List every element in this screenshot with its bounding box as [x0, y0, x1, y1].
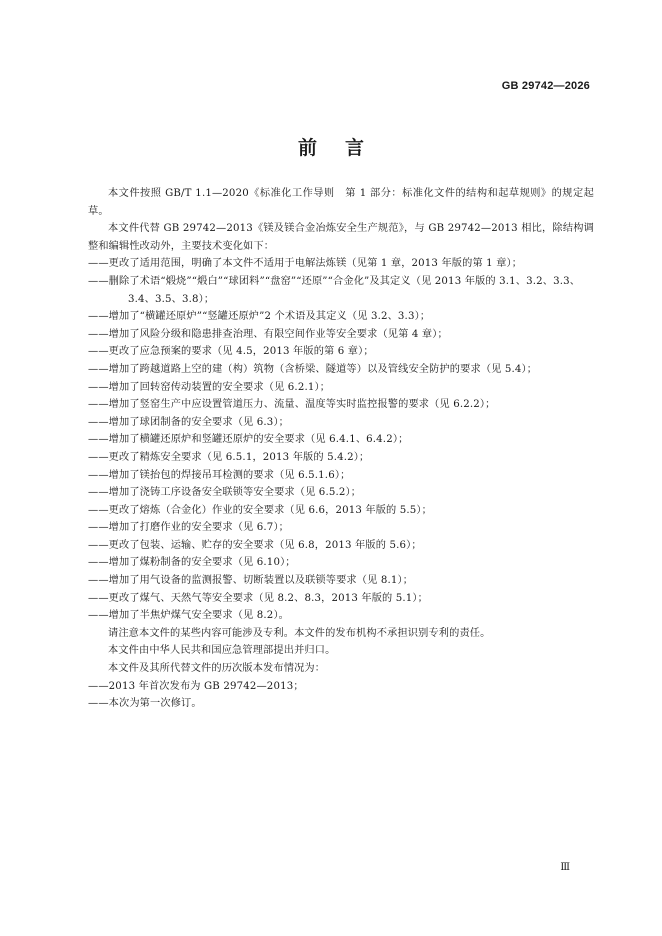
list-item: ——增加了半焦炉煤气安全要求（见 8.2）。 [88, 610, 290, 622]
list-item: ——增加了浇铸工序设备安全联锁等安全要求（见 6.5.2）； [88, 487, 362, 499]
list-item: ——增加了横罐还原炉和竖罐还原炉的安全要求（见 6.4.1、6.4.2）； [88, 434, 409, 446]
list-item: ——更改了精炼安全要求（见 6.5.1，2013 年版的 5.4.2）； [88, 451, 370, 463]
list-item: ——更改了应急预案的要求（见 4.5，2013 年版的第 6 章）； [88, 346, 374, 358]
list-item: ——更改了熔炼（合金化）作业的安全要求（见 6.6，2013 年版的 5.5）； [88, 504, 433, 516]
list-item: ——增加了镁抬包的焊接吊耳检测的要求（见 6.5.1.6）； [88, 469, 351, 481]
patent-notice: 请注意本文件的某些内容可能涉及专利。本文件的发布机构不承担识别专利的责任。 [108, 627, 491, 639]
list-item: ——增加了打磨作业的安全要求（见 6.7）； [88, 522, 290, 534]
history-heading: 本文件及其所代替文件的历次版本发布情况为： [108, 663, 326, 675]
history-list [88, 678, 594, 713]
intro-paragraph: 本文件按照 GB/T 1.1—2020《标准化工作导则 第 1 部分：标准化文件的结构和起草规则》的规定起草。 [88, 188, 594, 217]
list-item: ——更改了煤气、天然气等安全要求（见 8.2、8.3，2013 年版的 5.1）； [88, 592, 428, 604]
list-item: ——2013 年首次发布为 GB 29742—2013； [88, 680, 304, 692]
intro-paragraph: 本文件代替 GB 29742—2013《镁及镁合金冶炼安全生产规范》，与 GB 29742—2013 相比，除结构调整和编辑性改动外，主要技术变化如下： [88, 223, 594, 252]
list-item: ——增加了“横罐还原炉”“竖罐还原炉”2 个术语及其定义（见 3.2、3.3）； [88, 311, 431, 323]
list-item: ——增加了竖窑生产中应设置管道压力、流量、温度等实时监控报警的要求（见 6.2.2）； [88, 399, 496, 411]
list-item: ——本次为第一次修订。 [88, 698, 202, 710]
proposer-statement: 本文件由中华人民共和国应急管理部提出并归口。 [108, 645, 336, 657]
list-item: ——更改了适用范围，明确了本文件不适用于电解法炼镁（见第 1 章，2013 年版的第 1 章）； [88, 258, 523, 270]
list-item: ——增加了风险分级和隐患排查治理、有限空间作业等安全要求（见第 4 章）； [88, 328, 448, 340]
foreword-body [88, 185, 594, 713]
list-item: ——增加了回转窑传动装置的安全要求（见 6.2.1）； [88, 381, 331, 393]
list-item: ——增加了用气设备的监测报警、切断装置以及联锁等要求（见 8.1）； [88, 575, 414, 587]
list-item: ——增加了跨越道路上空的建（构）筑物（含桥梁、隧道等）以及管线安全防护的要求（见 5.4）； [88, 363, 538, 375]
changes-list [88, 255, 594, 624]
list-item: ——删除了术语“煅烧”“煅白”“球团料”“盘窑”“还原”“合金化”及其定义（见 2013 年版的 3.1、3.2、3.3、3.4、3.5、3.8）； [88, 275, 581, 305]
list-item: ——更改了包装、运输、贮存的安全要求（见 6.8，2013 年版的 5.6）； [88, 539, 422, 551]
list-item: ——增加了煤粉制备的安全要求（见 6.10）； [88, 557, 296, 569]
page-title: 前言 [297, 137, 392, 159]
list-item: ——增加了球团制备的安全要求（见 6.3）； [88, 416, 290, 428]
page-number: Ⅲ [560, 862, 570, 873]
document-code: GB 29742—2026 [501, 80, 590, 92]
